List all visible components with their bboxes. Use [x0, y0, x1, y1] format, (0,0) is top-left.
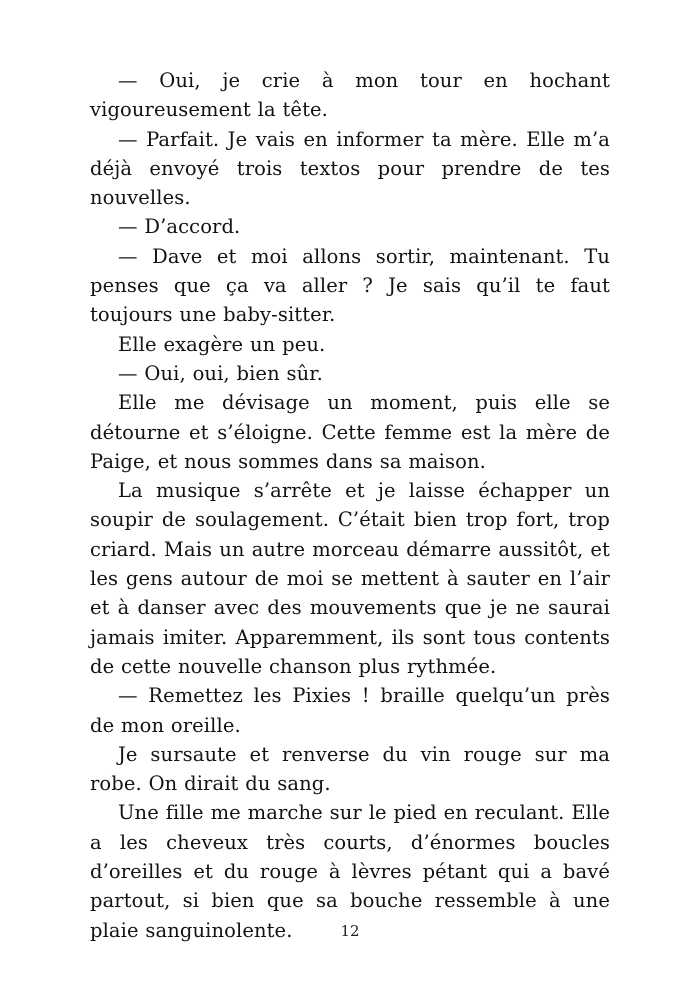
paragraph: — Dave et moi allons sortir, maintenant. Tu penses que ça va aller ? Je sais qu’il te faut toujours une baby-sitter.	[90, 244, 610, 327]
body-text	[90, 66, 610, 945]
paragraph: Je sursaute et renverse du vin rouge sur ma robe. On dirait du sang.	[90, 742, 610, 796]
paragraph: — Parfait. Je vais en informer ta mère. Elle m’a déjà envoyé trois textos pour prendre de tes nouvelles.	[90, 127, 610, 210]
page-number: 12	[340, 922, 360, 940]
paragraph: — D’accord.	[118, 215, 241, 239]
paragraph: Elle me dévisage un moment, puis elle se détourne et s’éloigne. Cette femme est la mère de Paige, et nous sommes dans sa maison.	[90, 391, 610, 473]
paragraph: Une fille me marche sur le pied en reculant. Elle a les cheveux très courts, d’énormes boucles d’oreilles et du rouge à lèvres pétant qui a bavé partout, si bien que sa bouche ressemble à une plaie sanguinolente.	[90, 801, 610, 942]
paragraph: La musique s’arrête et je laisse échapper un soupir de soulagement. C’était bien trop fort, trop criard. Mais un autre morceau démarre aussitôt, et les gens autour de moi se mettent à sauter en l’air et à danser avec des mouvements que je ne saurai jamais imiter. Apparemment, ils sont tous contents de cette nouvelle chanson plus rythmée.	[90, 479, 610, 678]
paragraph: — Oui, oui, bien sûr.	[118, 361, 323, 385]
paragraph: — Remettez les Pixies ! braille quelqu’un près de mon oreille.	[90, 684, 610, 737]
paragraph: Elle exagère un peu.	[118, 332, 326, 356]
paragraph: — Oui, je crie à mon tour en hochant vigoureusement la tête.	[90, 69, 610, 122]
